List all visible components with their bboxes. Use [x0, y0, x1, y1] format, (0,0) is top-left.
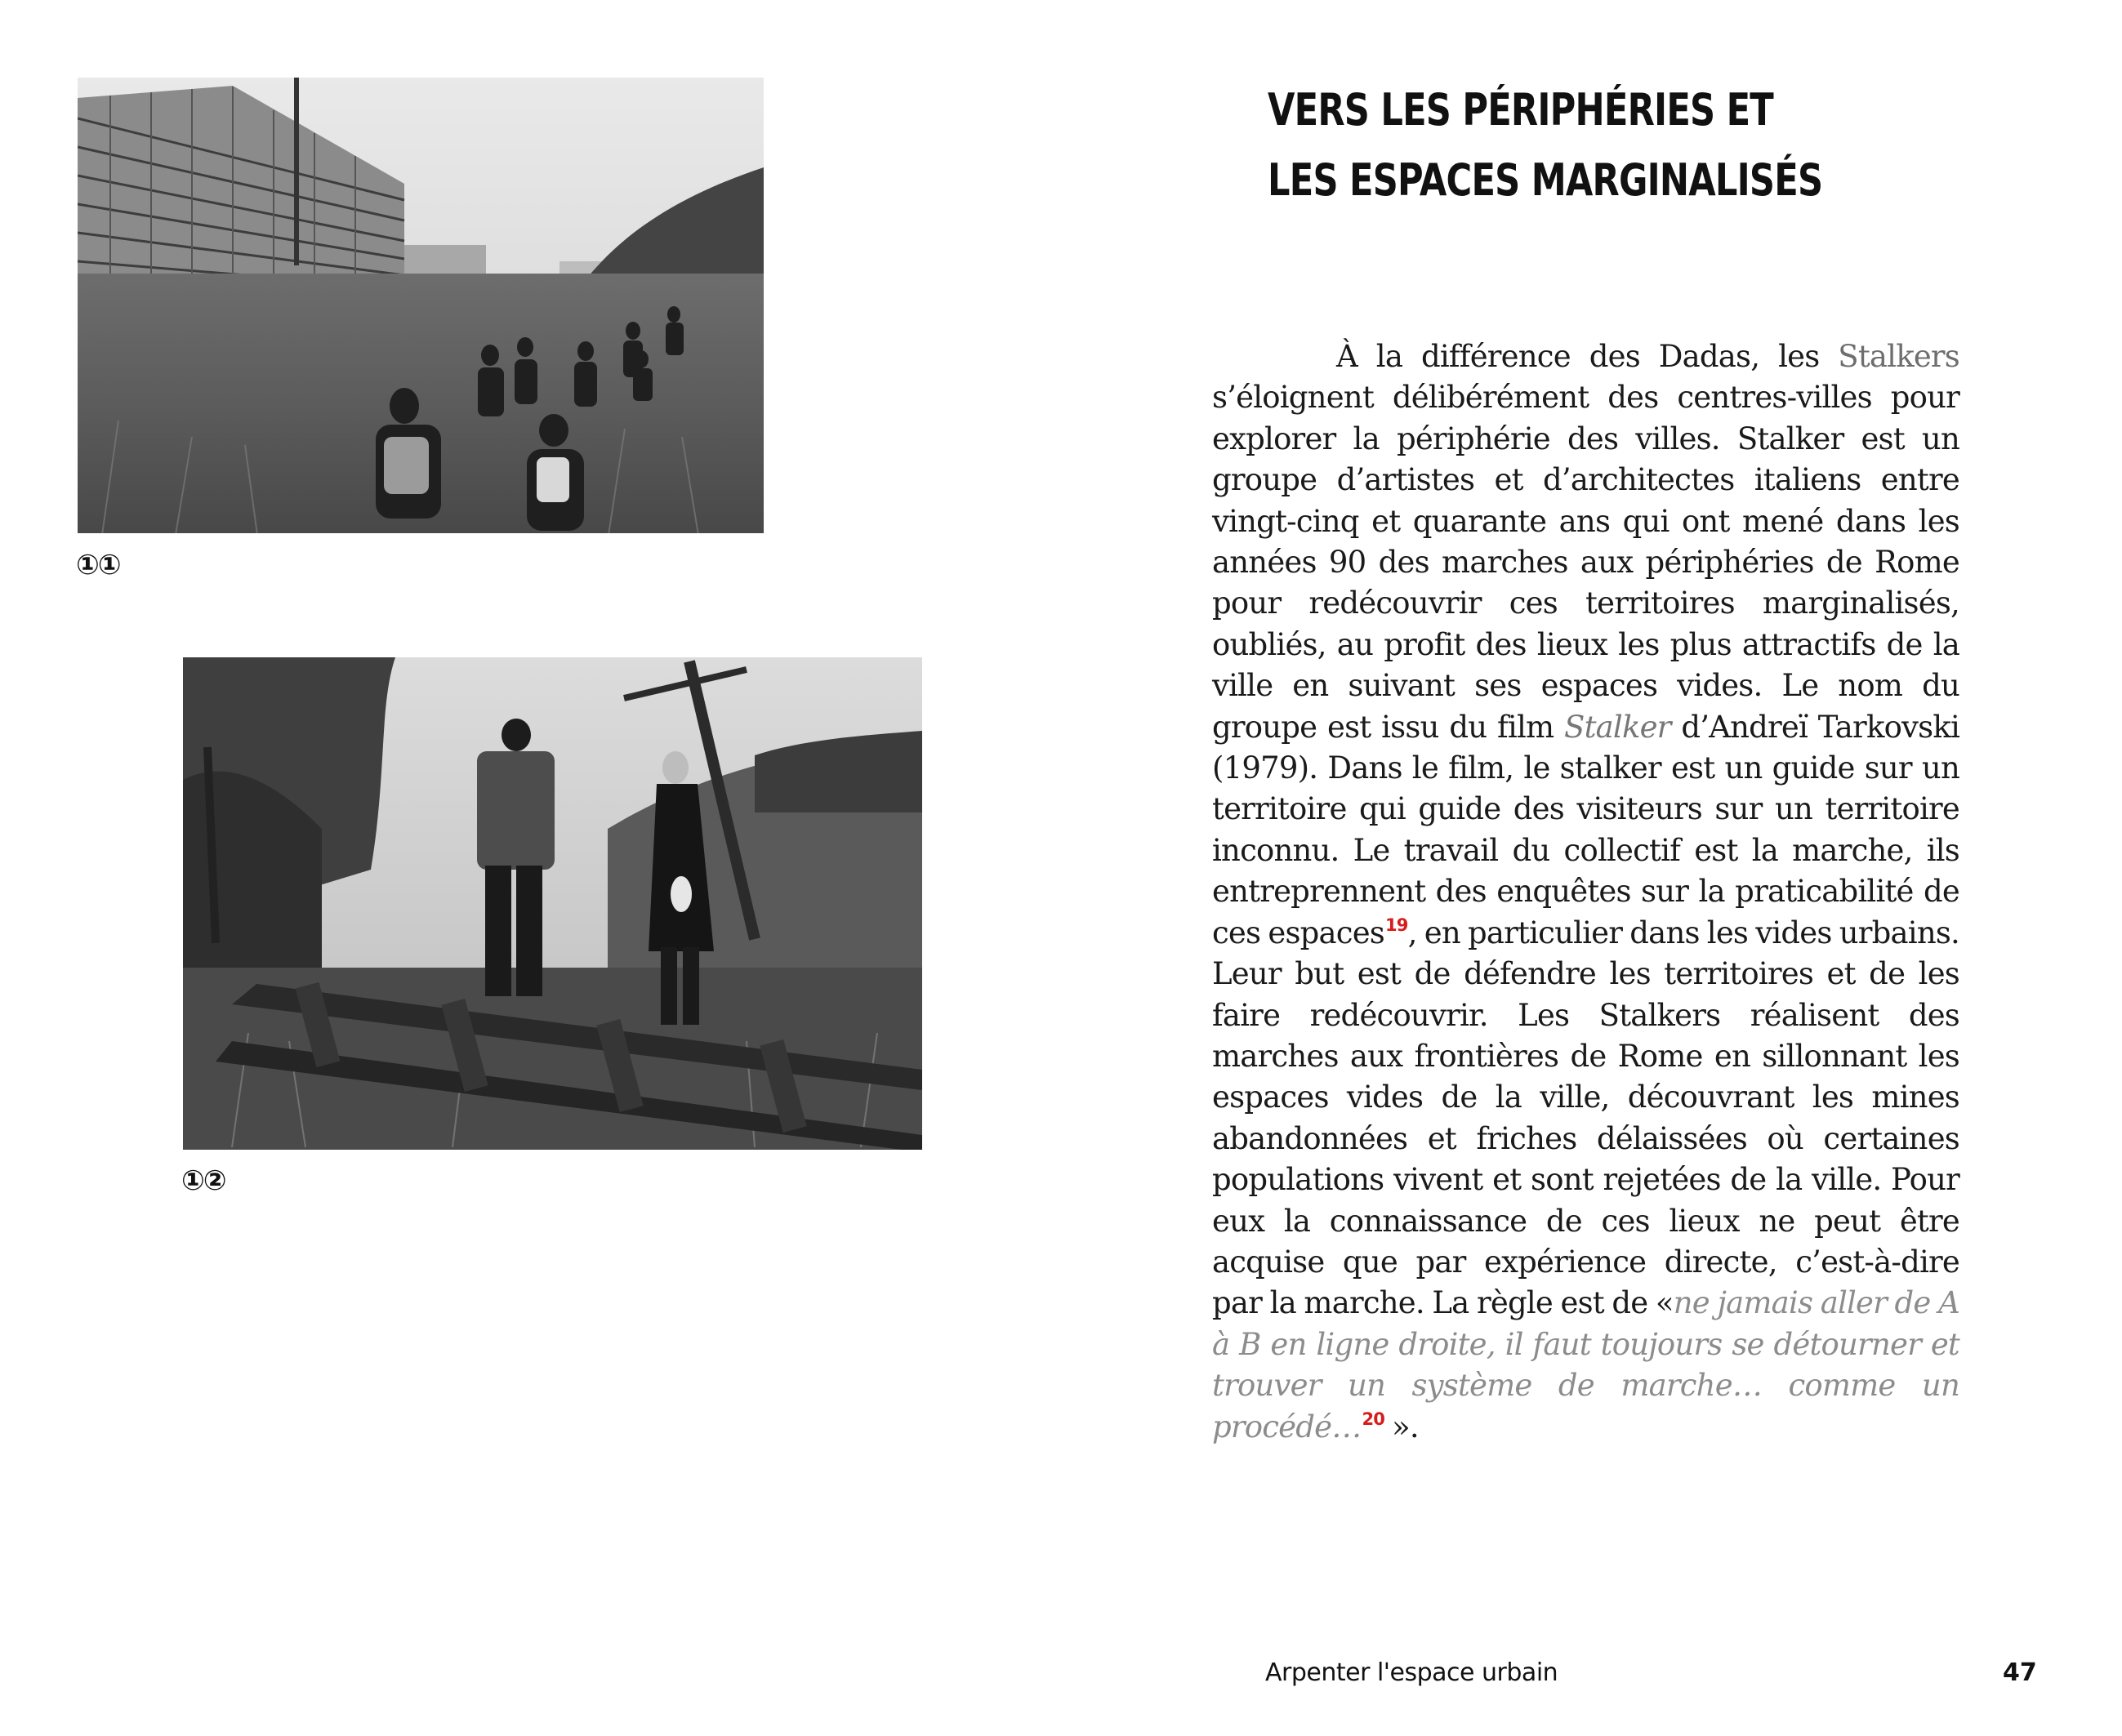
heading-line-1: VERS LES PÉRIPHÉRIES ET: [1268, 84, 1773, 136]
footnote-marker-19[interactable]: 19: [1385, 915, 1408, 935]
body-text-part-3: d’Andreï Tarkovski (1979). Dans le film, le stalker est un guide sur un territoire qui guide des visiteurs sur un territoire inconnu. Le travail du collectif est la marche, ils entreprennent des enquêtes sur la praticabilité de ces espaces: [1212, 709, 1959, 950]
running-footer-title: Arpenter l'espace urbain: [1265, 1658, 1558, 1687]
body-text-part-1: À la différence des Dadas, les: [1336, 339, 1839, 374]
stalker-quote: ne jamais aller de A à B en ligne droite, il faut toujours se détourner et trouver un système de marche… comme un procédé…: [1212, 1285, 1959, 1444]
footnote-marker-20[interactable]: 20: [1362, 1409, 1385, 1429]
photo-2-caption: ①②: [181, 1164, 225, 1197]
photo-2-image: [183, 657, 922, 1150]
heading-line-2: LES ESPACES MARGINALISÉS: [1268, 154, 1823, 206]
body-text-part-4: , en particulier dans les vides urbains. Leur but est de défendre les territoires et de les faire redécouvrir. Les Stalkers réalisent des marches aux frontières de Rome en sillonnant les espaces vides de la ville, découvrant les mines abandonnées et friches délaissées où certaines populations vivent et sont rejetées de la ville. Pour eux la connaissance de ces lieux ne peut être acquise que par expérience directe, c’est-à-dire par la marche. La règle est de «: [1212, 915, 1959, 1321]
body-paragraph: [1212, 336, 1959, 1448]
photo-walkers-wasteland: [78, 78, 764, 533]
stalkers-link[interactable]: Stalkers: [1838, 339, 1959, 374]
photo-railway-tracks: [183, 657, 922, 1150]
photo-1-image: [78, 78, 764, 533]
photo-1-caption: ①①: [76, 549, 120, 581]
body-text-part-2: s’éloignent délibérément des centres-villes pour explorer la périphérie des villes. Stalker est un groupe d’artistes et d’architectes italiens entre vingt-cinq et quarante ans qui ont mené dans les années 90 des marches aux périphéries de Rome pour redécouvrir ces territoires marginalisés, oubliés, au profit des lieux les plus attractifs de la ville en suivant ses espaces vides. Le nom du groupe est issu du film: [1212, 380, 1959, 745]
section-heading: [1268, 75, 1822, 216]
body-text-part-5: ».: [1384, 1409, 1419, 1444]
page-number: 47: [2003, 1658, 2037, 1687]
film-title: Stalker: [1564, 709, 1671, 745]
